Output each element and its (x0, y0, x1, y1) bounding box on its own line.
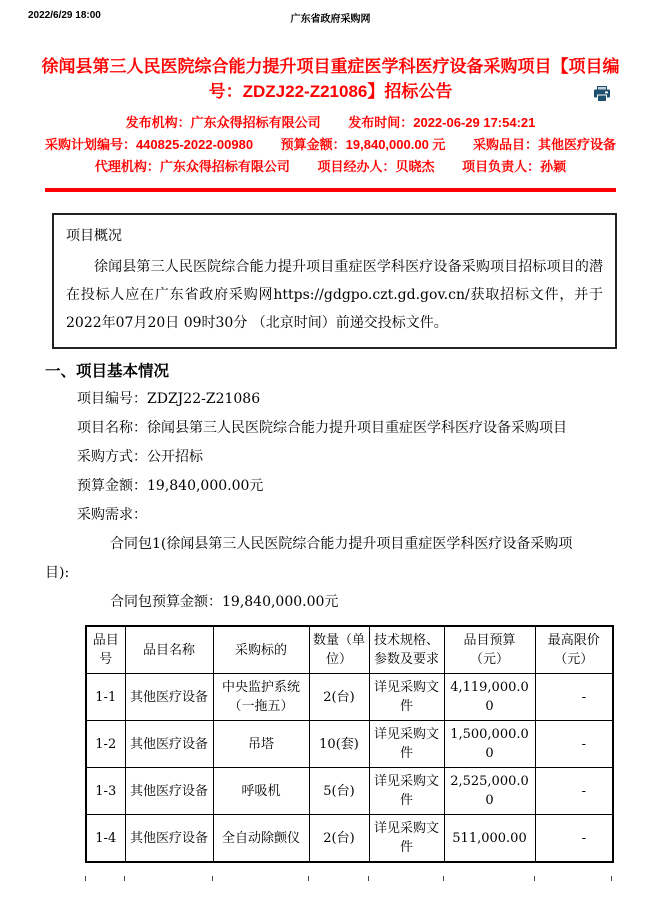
table-row (86, 674, 613, 721)
cell-category: 其他医疗设备 (125, 721, 213, 768)
meta-line-3 (0, 156, 661, 178)
section-heading: 一、项目基本情况 (45, 361, 170, 380)
field-budget: 预算金额：19,840,000.00元 (77, 478, 264, 494)
cell-spec: 详见采购文件 (369, 674, 444, 721)
header-spec: 技术规格、参数及要求 (369, 626, 444, 674)
field-package: 合同包1(徐闻县第三人民医院综合能力提升项目重症医学科医疗设备采购项目): (45, 536, 573, 581)
cell-category: 其他医疗设备 (125, 815, 213, 863)
field-demand: 采购需求： (77, 507, 147, 523)
field-method: 采购方式：公开招标 (77, 449, 203, 465)
page-title: 徐闻县第三人民医院综合能力提升项目重症医学科医疗设备采购项目【项目编号：ZDZJ22-Z21086】招标公告 (41, 57, 620, 101)
cell-item-no: 1-2 (86, 721, 125, 768)
cell-target: 呼吸机 (213, 768, 309, 815)
cell-budget: 511,000.00 (444, 815, 535, 863)
meta-block (0, 112, 661, 178)
items-table (85, 625, 614, 863)
cell-cap: - (535, 768, 613, 815)
field-project-number: 项目编号：ZDZJ22-Z21086 (77, 391, 261, 407)
publisher: 发布机构：广东众得招标有限公司 (125, 115, 321, 130)
project-overview-box (52, 213, 617, 349)
cell-budget: 2,525,000.00 (444, 768, 535, 815)
header-item-name: 品目名称 (125, 626, 213, 674)
field-project-name: 项目名称：徐闻县第三人民医院综合能力提升项目重症医学科医疗设备采购项目 (77, 420, 567, 436)
header-budget: 品目预算（元） (444, 626, 535, 674)
cell-item-no: 1-4 (86, 815, 125, 863)
print-timestamp: 2022/6/29 18:00 (28, 10, 101, 21)
overview-text: 徐闻县第三人民医院综合能力提升项目重症医学科医疗设备采购项目招标项目的潜在投标人应在广东省政府采购网https://gdgpo.czt.gd.gov.cn/获取招标文件，并于 2022年07月20日 09时30分 （北京时间）前递交投标文件。 (66, 259, 603, 331)
cell-item-no: 1-1 (86, 674, 125, 721)
cell-target: 中央监护系统（一拖五） (213, 674, 309, 721)
printer-icon[interactable] (593, 86, 611, 102)
cell-target: 吊塔 (213, 721, 309, 768)
cell-cap: - (535, 721, 613, 768)
overview-title: 项目概况 (66, 228, 122, 244)
project-handler: 项目经办人：贝晓杰 (317, 159, 435, 174)
plan-number: 采购计划编号：440825-2022-00980 (44, 137, 254, 152)
project-leader: 项目负责人：孙颖 (462, 159, 567, 174)
meta-line-1 (0, 112, 661, 134)
header-target: 采购标的 (213, 626, 309, 674)
title-block (40, 54, 621, 104)
basic-info-fields (45, 385, 583, 617)
cell-item-no: 1-3 (86, 768, 125, 815)
table-header-row (86, 626, 613, 674)
agency: 代理机构：广东众得招标有限公司 (94, 159, 290, 174)
meta-line-2 (0, 134, 661, 156)
cell-cap: - (535, 815, 613, 863)
cell-qty: 2(台) (309, 815, 369, 863)
table-row (86, 815, 613, 863)
cell-spec: 详见采购文件 (369, 815, 444, 863)
header-cap: 最高限价（元） (535, 626, 613, 674)
procurement-category: 采购品目：其他医疗设备 (473, 137, 617, 152)
publish-time: 发布时间：2022-06-29 17:54:21 (348, 115, 536, 130)
cell-category: 其他医疗设备 (125, 674, 213, 721)
header-qty: 数量（单位） (309, 626, 369, 674)
red-divider (45, 188, 616, 192)
cell-budget: 1,500,000.00 (444, 721, 535, 768)
field-package-budget: 合同包预算金额：19,840,000.00元 (110, 594, 339, 610)
printer-icon-glyph (593, 86, 611, 102)
cell-cap: - (535, 674, 613, 721)
table-row (86, 721, 613, 768)
cell-qty: 2(台) (309, 674, 369, 721)
print-header (0, 0, 661, 24)
cell-budget: 4,119,000.00 (444, 674, 535, 721)
table-row (86, 768, 613, 815)
cell-spec: 详见采购文件 (369, 768, 444, 815)
header-item-no: 品目号 (86, 626, 125, 674)
cell-target: 全自动除颤仪 (213, 815, 309, 863)
cell-spec: 详见采购文件 (369, 721, 444, 768)
cell-qty: 5(台) (309, 768, 369, 815)
cell-category: 其他医疗设备 (125, 768, 213, 815)
cell-qty: 10(套) (309, 721, 369, 768)
table-continuation-ticks (85, 876, 612, 881)
site-name: 广东省政府采购网 (290, 14, 371, 25)
budget-amount: 预算金额：19,840,000.00 元 (280, 137, 446, 152)
